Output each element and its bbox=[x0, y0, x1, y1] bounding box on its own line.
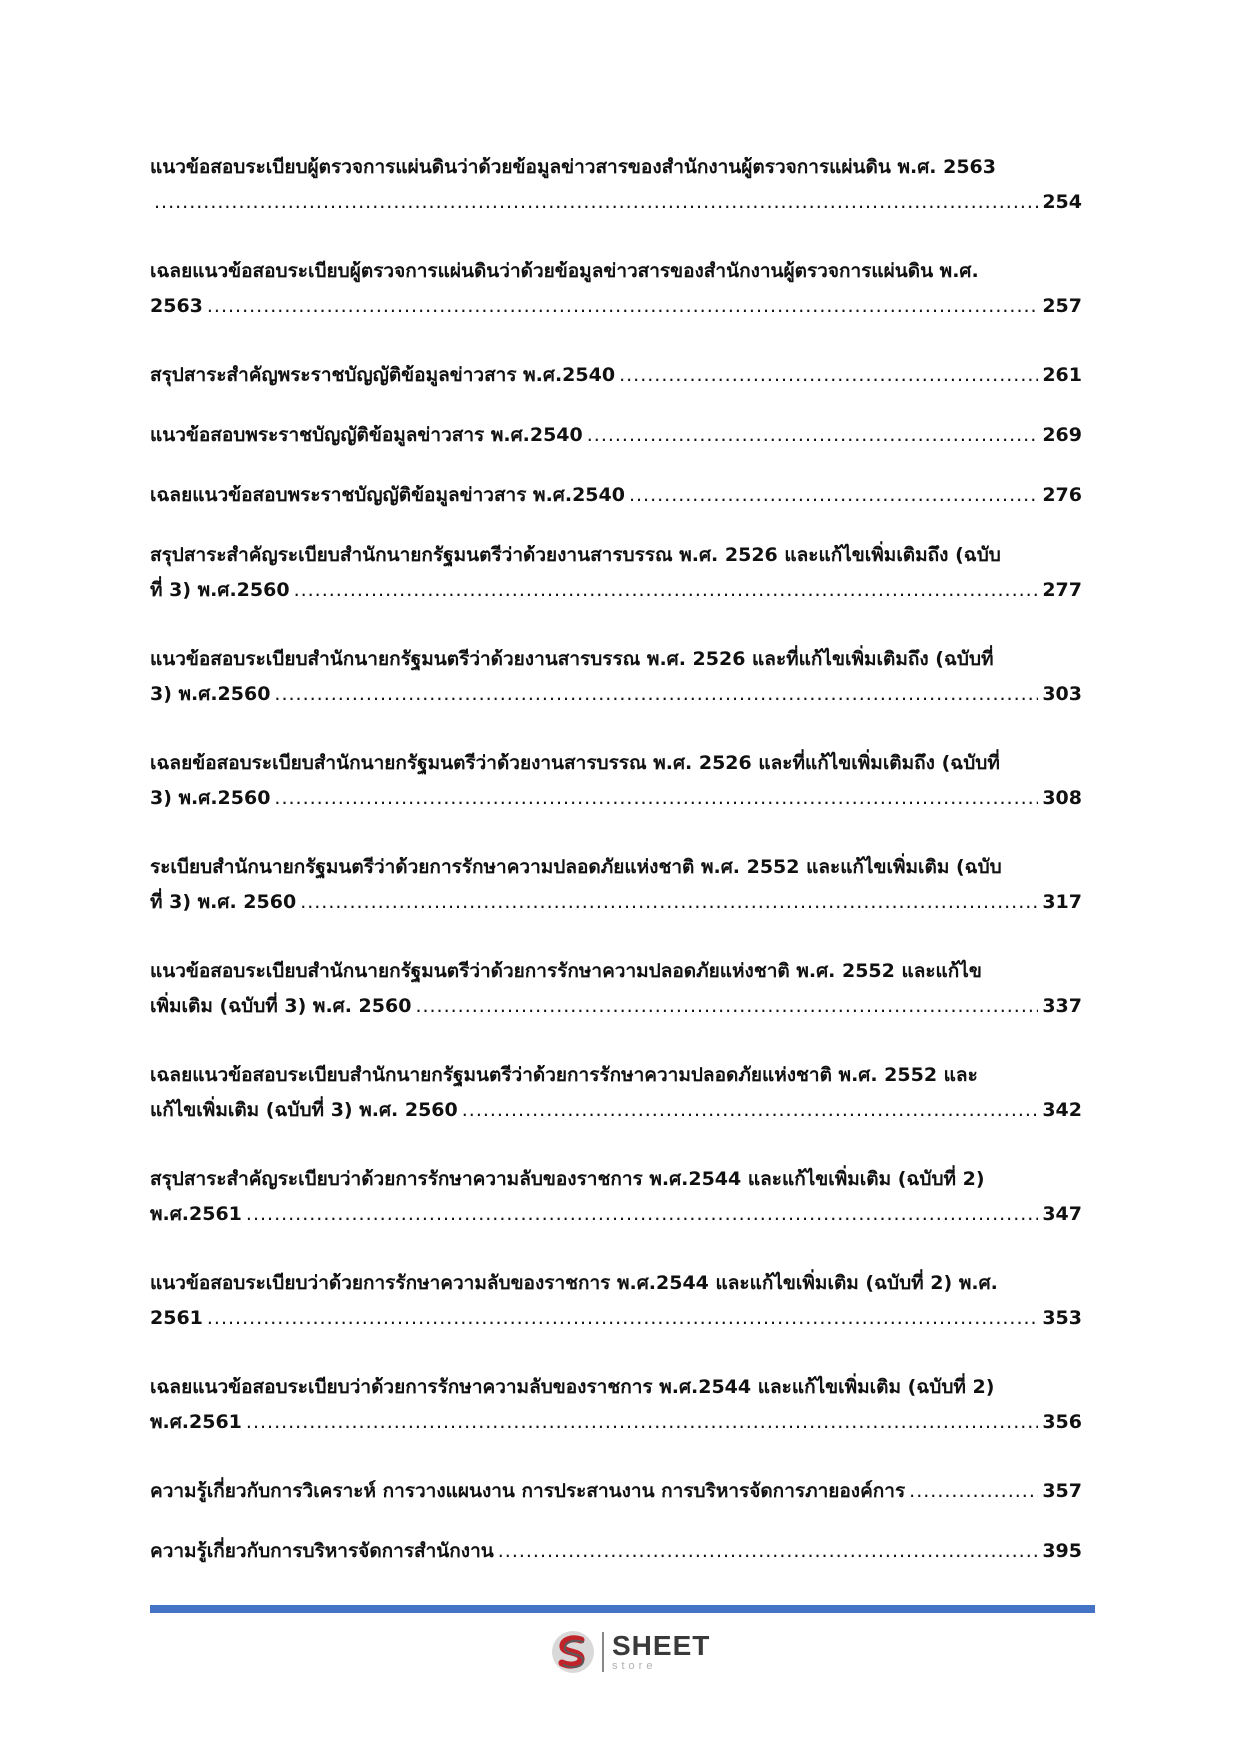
toc-entry-title-line: พ.ศ.2561 bbox=[150, 1411, 242, 1433]
toc-entry-leader-row bbox=[150, 677, 1082, 712]
toc-dot-leader bbox=[274, 677, 1038, 712]
toc-page-number: 269 bbox=[1042, 424, 1082, 446]
toc-entry-title-line: แนวข้อสอบระเบียบสำนักนายกรัฐมนตรีว่าด้วยงานสารบรรณ พ.ศ. 2526 และที่แก้ไขเพิ่มเติมถึง (ฉบับที่ bbox=[150, 648, 994, 670]
toc-entry[interactable] bbox=[150, 1534, 1082, 1569]
toc-entry-title-line: 3) พ.ศ.2560 bbox=[150, 787, 271, 809]
toc-entry-title-line: ที่ 3) พ.ศ.2560 bbox=[150, 579, 290, 601]
toc-entry-title-line: แนวข้อสอบระเบียบสำนักนายกรัฐมนตรีว่าด้วยการรักษาความปลอดภัยแห่งชาติ พ.ศ. 2552 และแก้ไข bbox=[150, 960, 982, 982]
toc-entry[interactable] bbox=[150, 1370, 1082, 1440]
toc-page-number: 347 bbox=[1042, 1203, 1082, 1225]
toc-entry-title-line: เฉลยแนวข้อสอบระเบียบผู้ตรวจการแผ่นดินว่าด้วยข้อมูลข่าวสารของสำนักงานผู้ตรวจการแผ่นดิน พ.ศ. bbox=[150, 260, 979, 282]
toc-dot-leader bbox=[207, 1301, 1038, 1336]
toc-page-number: 277 bbox=[1042, 579, 1082, 601]
toc-entry-title-line: เฉลยข้อสอบระเบียบสำนักนายกรัฐมนตรีว่าด้วยงานสารบรรณ พ.ศ. 2526 และที่แก้ไขเพิ่มเติมถึง (ฉบับที่ bbox=[150, 752, 1000, 774]
toc-entry-leader-row bbox=[150, 358, 1082, 393]
toc-entry-leader-row bbox=[150, 781, 1082, 816]
toc-entry-leader-row bbox=[150, 1474, 1082, 1509]
toc-entry-title-line: แนวข้อสอบระเบียบผู้ตรวจการแผ่นดินว่าด้วยข้อมูลข่าวสารของสำนักงานผู้ตรวจการแผ่นดิน พ.ศ. 2563 bbox=[150, 156, 996, 178]
toc-entry-title-line: 2563 bbox=[150, 295, 203, 317]
toc-page-number: 342 bbox=[1042, 1099, 1082, 1121]
toc-entry-title-line: สรุปสาระสำคัญระเบียบสำนักนายกรัฐมนตรีว่าด้วยงานสารบรรณ พ.ศ. 2526 และแก้ไขเพิ่มเติมถึง (ฉบับ bbox=[150, 544, 1001, 566]
footer-logo bbox=[550, 1622, 730, 1682]
toc-entry[interactable] bbox=[150, 1162, 1082, 1232]
toc-entry-title-line: เพิ่มเติม (ฉบับที่ 3) พ.ศ. 2560 bbox=[150, 995, 412, 1017]
toc-entry-title-line: ความรู้เกี่ยวกับการวิเคราะห์ การวางแผนงาน การประสานงาน การบริหารจัดการภายองค์การ bbox=[150, 1480, 906, 1502]
toc-entry-title-line: แนวข้อสอบระเบียบว่าด้วยการรักษาความลับของราชการ พ.ศ.2544 และแก้ไขเพิ่มเติม (ฉบับที่ 2) พ.ศ. bbox=[150, 1272, 998, 1294]
toc-page-number: 254 bbox=[1042, 191, 1082, 213]
toc-entry-leader-row bbox=[150, 1093, 1082, 1128]
toc-page-number: 353 bbox=[1042, 1307, 1082, 1329]
toc-entry-title-line: เฉลยแนวข้อสอบระเบียบว่าด้วยการรักษาความลับของราชการ พ.ศ.2544 และแก้ไขเพิ่มเติม (ฉบับที่ 2) bbox=[150, 1376, 995, 1398]
toc-entry[interactable] bbox=[150, 1266, 1082, 1336]
toc-entry-title-line: ระเบียบสำนักนายกรัฐมนตรีว่าด้วยการรักษาความปลอดภัยแห่งชาติ พ.ศ. 2552 และแก้ไขเพิ่มเติม (ฉบับ bbox=[150, 856, 1002, 878]
toc-page-number: 337 bbox=[1042, 995, 1082, 1017]
toc-entry-leader-row bbox=[150, 1534, 1082, 1569]
toc-entry[interactable] bbox=[150, 150, 1082, 220]
toc-dot-leader bbox=[154, 185, 1038, 220]
toc-dot-leader bbox=[294, 573, 1039, 608]
toc-entry-leader-row bbox=[150, 1197, 1082, 1232]
toc-page-number: 395 bbox=[1042, 1540, 1082, 1562]
logo-wordmark bbox=[612, 1632, 710, 1672]
toc-page-number: 276 bbox=[1042, 484, 1082, 506]
sheet-store-s-logo-icon bbox=[550, 1629, 596, 1675]
logo-sub-text: store bbox=[612, 1660, 657, 1672]
toc-dot-leader bbox=[246, 1197, 1038, 1232]
toc-entry[interactable] bbox=[150, 642, 1082, 712]
toc-dot-leader bbox=[246, 1405, 1038, 1440]
toc-dot-leader bbox=[587, 418, 1039, 453]
toc-dot-leader bbox=[415, 989, 1038, 1024]
toc-list bbox=[150, 150, 1082, 1569]
toc-entry[interactable] bbox=[150, 418, 1082, 453]
toc-entry[interactable] bbox=[150, 1474, 1082, 1509]
toc-entry-title-line: พ.ศ.2561 bbox=[150, 1203, 242, 1225]
toc-entry[interactable] bbox=[150, 954, 1082, 1024]
toc-entry[interactable] bbox=[150, 746, 1082, 816]
toc-entry-title-line: เฉลยแนวข้อสอบพระราชบัญญัติข้อมูลข่าวสาร พ.ศ.2540 bbox=[150, 484, 625, 506]
toc-entry-title-line: แนวข้อสอบพระราชบัญญัติข้อมูลข่าวสาร พ.ศ.2540 bbox=[150, 424, 583, 446]
table-of-contents bbox=[150, 150, 1082, 1594]
toc-entry-leader-row bbox=[150, 885, 1082, 920]
toc-dot-leader bbox=[629, 478, 1038, 513]
toc-entry-leader-row bbox=[150, 1301, 1082, 1336]
toc-entry-title-line: แก้ไขเพิ่มเติม (ฉบับที่ 3) พ.ศ. 2560 bbox=[150, 1099, 458, 1121]
footer-divider bbox=[150, 1605, 1095, 1613]
toc-entry-leader-row bbox=[150, 573, 1082, 608]
toc-page-number: 257 bbox=[1042, 295, 1082, 317]
toc-dot-leader bbox=[462, 1093, 1039, 1128]
toc-page-number: 308 bbox=[1042, 787, 1082, 809]
toc-entry-leader-row bbox=[150, 989, 1082, 1024]
toc-entry[interactable] bbox=[150, 254, 1082, 324]
toc-entry[interactable] bbox=[150, 358, 1082, 393]
logo-separator bbox=[602, 1632, 604, 1672]
toc-entry[interactable] bbox=[150, 478, 1082, 513]
toc-page-number: 303 bbox=[1042, 683, 1082, 705]
toc-entry[interactable] bbox=[150, 1058, 1082, 1128]
toc-entry-title-line: เฉลยแนวข้อสอบระเบียบสำนักนายกรัฐมนตรีว่าด้วยการรักษาความปลอดภัยแห่งชาติ พ.ศ. 2552 และ bbox=[150, 1064, 978, 1086]
toc-entry-leader-row bbox=[150, 478, 1082, 513]
toc-dot-leader bbox=[274, 781, 1038, 816]
toc-dot-leader bbox=[619, 358, 1038, 393]
toc-entry-leader-row bbox=[150, 185, 1082, 220]
toc-dot-leader bbox=[909, 1474, 1038, 1509]
logo-main-text: SHEET bbox=[612, 1630, 711, 1661]
toc-dot-leader bbox=[300, 885, 1038, 920]
toc-entry-title-line: ความรู้เกี่ยวกับการบริหารจัดการสำนักงาน bbox=[150, 1540, 494, 1562]
toc-entry[interactable] bbox=[150, 538, 1082, 608]
toc-page-number: 317 bbox=[1042, 891, 1082, 913]
toc-entry-leader-row bbox=[150, 418, 1082, 453]
toc-dot-leader bbox=[498, 1534, 1039, 1569]
toc-entry[interactable] bbox=[150, 850, 1082, 920]
toc-dot-leader bbox=[207, 289, 1038, 324]
toc-entry-title-line: 2561 bbox=[150, 1307, 203, 1329]
toc-page-number: 357 bbox=[1042, 1480, 1082, 1502]
toc-entry-leader-row bbox=[150, 289, 1082, 324]
toc-entry-title-line: 3) พ.ศ.2560 bbox=[150, 683, 271, 705]
toc-entry-title-line: สรุปสาระสำคัญพระราชบัญญัติข้อมูลข่าวสาร พ.ศ.2540 bbox=[150, 364, 616, 386]
toc-page-number: 261 bbox=[1042, 364, 1082, 386]
toc-entry-leader-row bbox=[150, 1405, 1082, 1440]
toc-entry-title-line: ที่ 3) พ.ศ. 2560 bbox=[150, 891, 297, 913]
toc-page-number: 356 bbox=[1042, 1411, 1082, 1433]
toc-entry-title-line: สรุปสาระสำคัญระเบียบว่าด้วยการรักษาความลับของราชการ พ.ศ.2544 และแก้ไขเพิ่มเติม (ฉบับที่ 2) bbox=[150, 1168, 985, 1190]
